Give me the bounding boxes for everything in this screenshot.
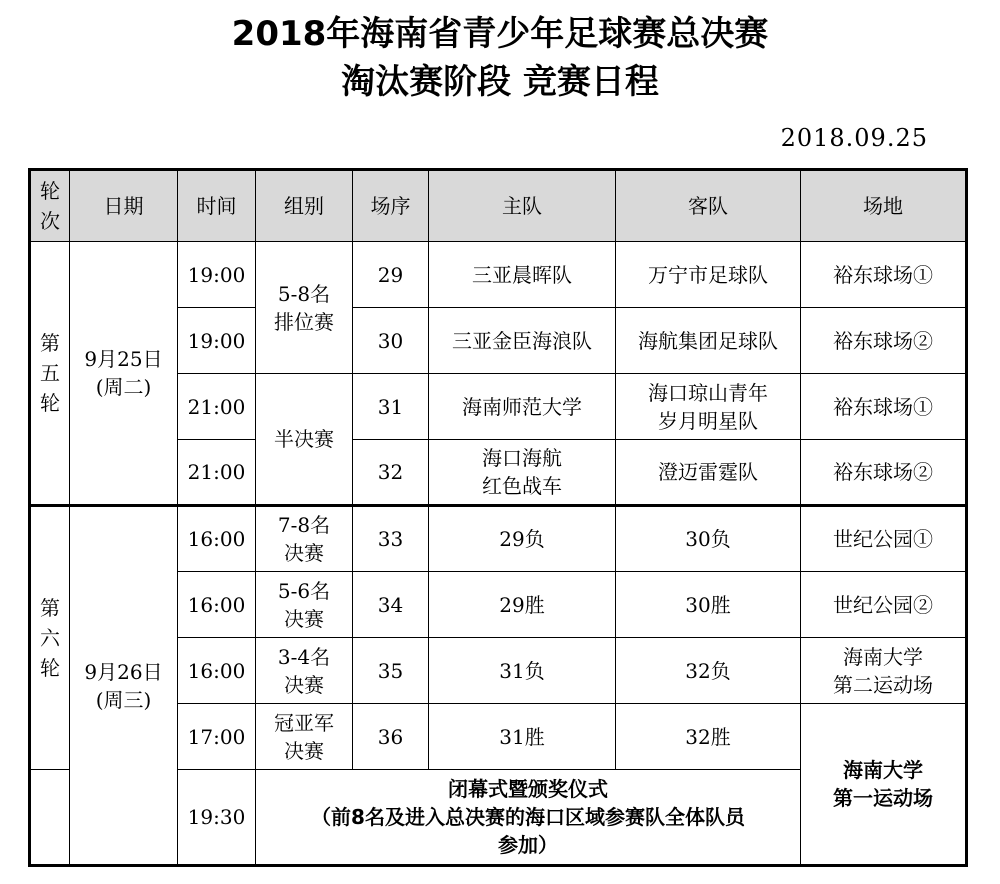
- home-team-cell: 31负: [429, 638, 616, 704]
- group-cell: 5-8名 排位赛: [256, 242, 353, 374]
- schedule-table: [28, 168, 968, 867]
- time-cell: 21:00: [178, 440, 256, 506]
- group-cell: 5-6名 决赛: [256, 572, 353, 638]
- date-cell: 9月26日 (周三): [70, 506, 178, 866]
- group-cell: 半决赛: [256, 374, 353, 506]
- header-away: 客队: [616, 170, 801, 242]
- match-no-cell: 32: [353, 440, 429, 506]
- header-date: 日期: [70, 170, 178, 242]
- round-cell: 第六轮: [30, 506, 70, 770]
- venue-cell: 裕东球场①: [801, 242, 967, 308]
- away-team-cell: 海航集团足球队: [616, 308, 801, 374]
- round-cell: 第五轮: [30, 242, 70, 506]
- venue-cell: 海南大学 第二运动场: [801, 638, 967, 704]
- time-cell: 21:00: [178, 374, 256, 440]
- home-team-cell: 海口海航 红色战车: [429, 440, 616, 506]
- header-group: 组别: [256, 170, 353, 242]
- header-venue: 场地: [801, 170, 967, 242]
- away-team-cell: 32胜: [616, 704, 801, 770]
- closing-venue-cell: 海南大学 第一运动场: [801, 704, 967, 866]
- table-row: [30, 506, 967, 572]
- home-team-cell: 三亚金臣海浪队: [429, 308, 616, 374]
- venue-cell: 世纪公园②: [801, 572, 967, 638]
- venue-cell: 裕东球场①: [801, 374, 967, 440]
- match-no-cell: 33: [353, 506, 429, 572]
- header-round: 轮次: [30, 170, 70, 242]
- round-cell-empty: [30, 770, 70, 866]
- date-cell: 9月25日 (周二): [70, 242, 178, 506]
- header-home: 主队: [429, 170, 616, 242]
- page-title: 2018年海南省青少年足球赛总决赛: [231, 14, 769, 54]
- home-team-cell: 31胜: [429, 704, 616, 770]
- group-cell: 冠亚军 决赛: [256, 704, 353, 770]
- time-cell: 16:00: [178, 572, 256, 638]
- match-no-cell: 34: [353, 572, 429, 638]
- away-team-cell: 32负: [616, 638, 801, 704]
- table-header-row: [30, 170, 967, 242]
- time-cell: 19:00: [178, 242, 256, 308]
- match-no-cell: 29: [353, 242, 429, 308]
- away-team-cell: 30负: [616, 506, 801, 572]
- away-team-cell: 万宁市足球队: [616, 242, 801, 308]
- home-team-cell: 29负: [429, 506, 616, 572]
- document-date: 2018.09.25: [780, 124, 928, 152]
- header-match-no: 场序: [353, 170, 429, 242]
- time-cell: 19:30: [178, 770, 256, 866]
- match-no-cell: 30: [353, 308, 429, 374]
- home-team-cell: 29胜: [429, 572, 616, 638]
- header-time: 时间: [178, 170, 256, 242]
- away-team-cell: 澄迈雷霆队: [616, 440, 801, 506]
- match-no-cell: 36: [353, 704, 429, 770]
- venue-cell: 裕东球场②: [801, 308, 967, 374]
- away-team-cell: 海口琼山青年 岁月明星队: [616, 374, 801, 440]
- venue-cell: 世纪公园①: [801, 506, 967, 572]
- table-row: [30, 242, 967, 308]
- time-cell: 16:00: [178, 638, 256, 704]
- home-team-cell: 海南师范大学: [429, 374, 616, 440]
- time-cell: 19:00: [178, 308, 256, 374]
- page-subtitle: 淘汰赛阶段 竞赛日程: [341, 62, 659, 102]
- home-team-cell: 三亚晨晖队: [429, 242, 616, 308]
- closing-ceremony-cell: 闭幕式暨颁奖仪式 （前8名及进入总决赛的海口区域参赛队全体队员 参加）: [256, 770, 801, 866]
- match-no-cell: 35: [353, 638, 429, 704]
- time-cell: 17:00: [178, 704, 256, 770]
- away-team-cell: 30胜: [616, 572, 801, 638]
- venue-cell: 裕东球场②: [801, 440, 967, 506]
- group-cell: 7-8名 决赛: [256, 506, 353, 572]
- match-no-cell: 31: [353, 374, 429, 440]
- time-cell: 16:00: [178, 506, 256, 572]
- group-cell: 3-4名 决赛: [256, 638, 353, 704]
